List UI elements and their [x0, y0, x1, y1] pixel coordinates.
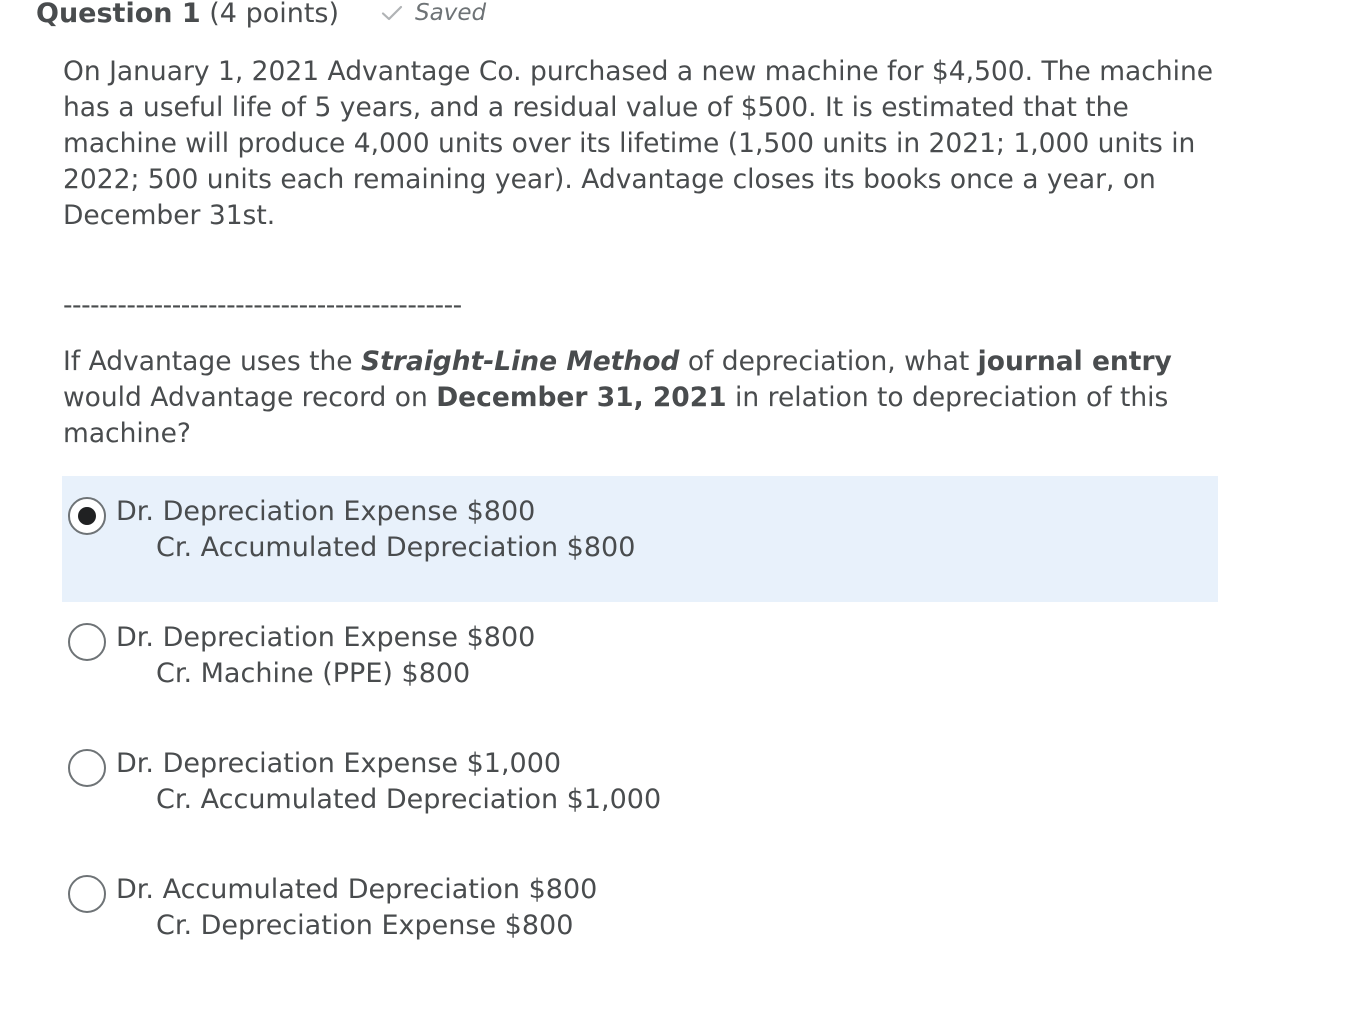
answer-option-2[interactable]	[62, 602, 1218, 728]
option-credit-line: Cr. Depreciation Expense $800	[156, 910, 574, 941]
option-credit-line: Cr. Accumulated Depreciation $800	[156, 532, 636, 563]
checkmark-icon	[381, 4, 403, 22]
answer-option-label[interactable]	[116, 494, 635, 566]
prompt-date: December 31, 2021	[436, 382, 727, 413]
question-scenario-text: On January 1, 2021 Advantage Co. purchased a new machine for $4,500. The machine has a useful life of 5 years, and a residual value of $500. It is estimated that the machine will produce 4,000 units over its lifetime (1,500 units in 2021; 1,000 units in 2022; 500 units each remaining year). Advantage closes its books once a year, on December 31st.	[63, 56, 1214, 231]
question-body	[63, 54, 1233, 452]
question-points: (4 points)	[200, 0, 340, 29]
option-credit-line: Cr. Accumulated Depreciation $1,000	[156, 784, 662, 815]
saved-label: Saved	[415, 0, 487, 26]
question-title	[36, 0, 339, 29]
option-debit-line: Dr. Depreciation Expense $1,000	[116, 748, 562, 779]
answer-option-4[interactable]	[62, 854, 1218, 980]
answer-option-1[interactable]	[62, 476, 1218, 602]
prompt-text-3: would Advantage record on	[63, 382, 437, 413]
option-debit-line: Dr. Depreciation Expense $800	[116, 496, 536, 527]
radio-dot	[78, 507, 96, 525]
separator-line: --------------------------------------------	[63, 290, 462, 321]
prompt-text-4: in relation to depreciation of this machine?	[63, 382, 1169, 449]
option-debit-line: Dr. Accumulated Depreciation $800	[116, 874, 598, 905]
answer-option-label[interactable]	[116, 746, 661, 818]
radio-button[interactable]	[68, 749, 106, 787]
option-credit-line: Cr. Machine (PPE) $800	[156, 658, 471, 689]
option-debit-line: Dr. Depreciation Expense $800	[116, 622, 536, 653]
question-header	[36, 0, 486, 32]
answer-options	[62, 476, 1218, 980]
answer-option-label[interactable]	[116, 872, 597, 944]
radio-button[interactable]	[68, 875, 106, 913]
radio-button-selected[interactable]	[68, 497, 106, 535]
prompt-text-2: of depreciation, what	[679, 346, 978, 377]
question-number: Question 1	[36, 0, 201, 29]
answer-option-3[interactable]	[62, 728, 1218, 854]
radio-button[interactable]	[68, 623, 106, 661]
saved-status	[381, 0, 486, 26]
answer-option-label[interactable]	[116, 620, 535, 692]
prompt-method: Straight-Line Method	[361, 346, 680, 377]
question-prompt	[63, 344, 1233, 452]
prompt-text-1: If Advantage uses the	[63, 346, 361, 377]
prompt-journal-entry: journal entry	[977, 346, 1172, 377]
